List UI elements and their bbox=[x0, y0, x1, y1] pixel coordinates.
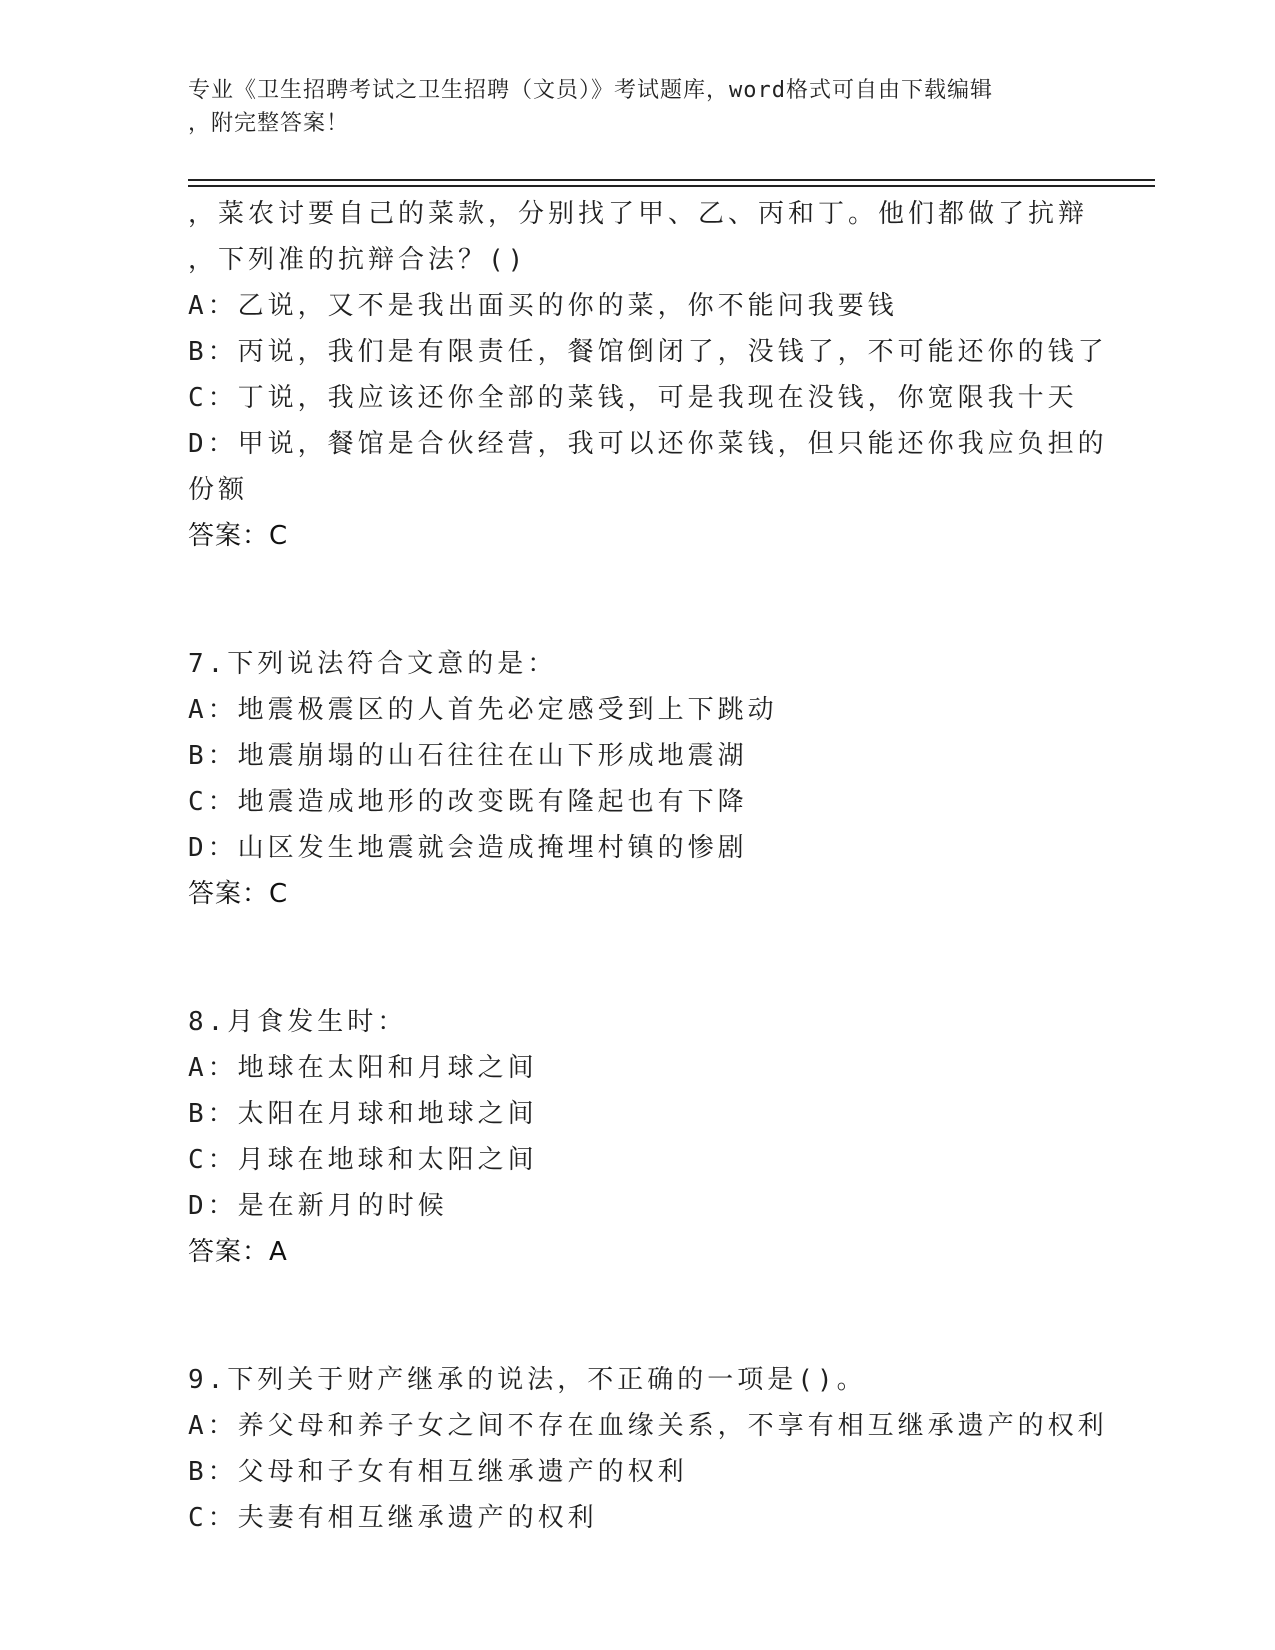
option-b: B：丙说，我们是有限责任，餐馆倒闭了，没钱了，不可能还你的钱了 bbox=[188, 337, 1108, 367]
option-d: D：是在新月的时候 bbox=[188, 1191, 448, 1221]
option-a: A：乙说，又不是我出面买的你的菜，你不能问我要钱 bbox=[188, 291, 898, 321]
question-stem: ，下列准的抗辩合法？() bbox=[188, 245, 528, 275]
option-b: B：父母和子女有相互继承遗产的权利 bbox=[188, 1457, 688, 1487]
question-9 bbox=[188, 1357, 1148, 1541]
option-a: A：地震极震区的人首先必定感受到上下跳动 bbox=[188, 695, 778, 725]
header-rule-bottom bbox=[188, 185, 1155, 187]
header-line-1: 专业《卫生招聘考试之卫生招聘（文员）》考试题库，word格式可自由下载编辑 bbox=[188, 78, 993, 103]
header-line-2: ，附完整答案！ bbox=[188, 111, 350, 136]
question-6 bbox=[188, 191, 1148, 559]
question-stem: 8.月食发生时： bbox=[188, 1007, 408, 1037]
option-d-continued: 份额 bbox=[188, 475, 249, 505]
option-d: D：甲说，餐馆是合伙经营，我可以还你菜钱，但只能还你我应负担的 bbox=[188, 429, 1108, 459]
spacer bbox=[188, 917, 1148, 999]
answer-label: 答案：C bbox=[188, 879, 289, 909]
question-list bbox=[188, 191, 1148, 1541]
document-header bbox=[188, 74, 1068, 140]
question-stem: 7.下列说法符合文意的是： bbox=[188, 649, 558, 679]
question-8 bbox=[188, 999, 1148, 1275]
question-stem: ，菜农讨要自己的菜款，分别找了甲、乙、丙和丁。他们都做了抗辩 bbox=[188, 199, 1089, 229]
option-c: C：夫妻有相互继承遗产的权利 bbox=[188, 1503, 598, 1533]
answer-label: 答案：A bbox=[188, 1237, 288, 1267]
spacer bbox=[188, 1275, 1148, 1357]
option-b: B：地震崩塌的山石往往在山下形成地震湖 bbox=[188, 741, 748, 771]
spacer bbox=[188, 559, 1148, 641]
option-d: D：山区发生地震就会造成掩埋村镇的惨剧 bbox=[188, 833, 748, 863]
option-c: C：月球在地球和太阳之间 bbox=[188, 1145, 538, 1175]
option-a: A：地球在太阳和月球之间 bbox=[188, 1053, 538, 1083]
question-7 bbox=[188, 641, 1148, 917]
option-a: A：养父母和养子女之间不存在血缘关系，不享有相互继承遗产的权利 bbox=[188, 1411, 1108, 1441]
option-c: C：地震造成地形的改变既有隆起也有下降 bbox=[188, 787, 748, 817]
answer-label: 答案：C bbox=[188, 521, 289, 551]
question-stem: 9.下列关于财产继承的说法，不正确的一项是()。 bbox=[188, 1365, 867, 1395]
option-b: B：太阳在月球和地球之间 bbox=[188, 1099, 538, 1129]
option-c: C：丁说，我应该还你全部的菜钱，可是我现在没钱，你宽限我十天 bbox=[188, 383, 1078, 413]
header-rule-top bbox=[188, 179, 1155, 181]
